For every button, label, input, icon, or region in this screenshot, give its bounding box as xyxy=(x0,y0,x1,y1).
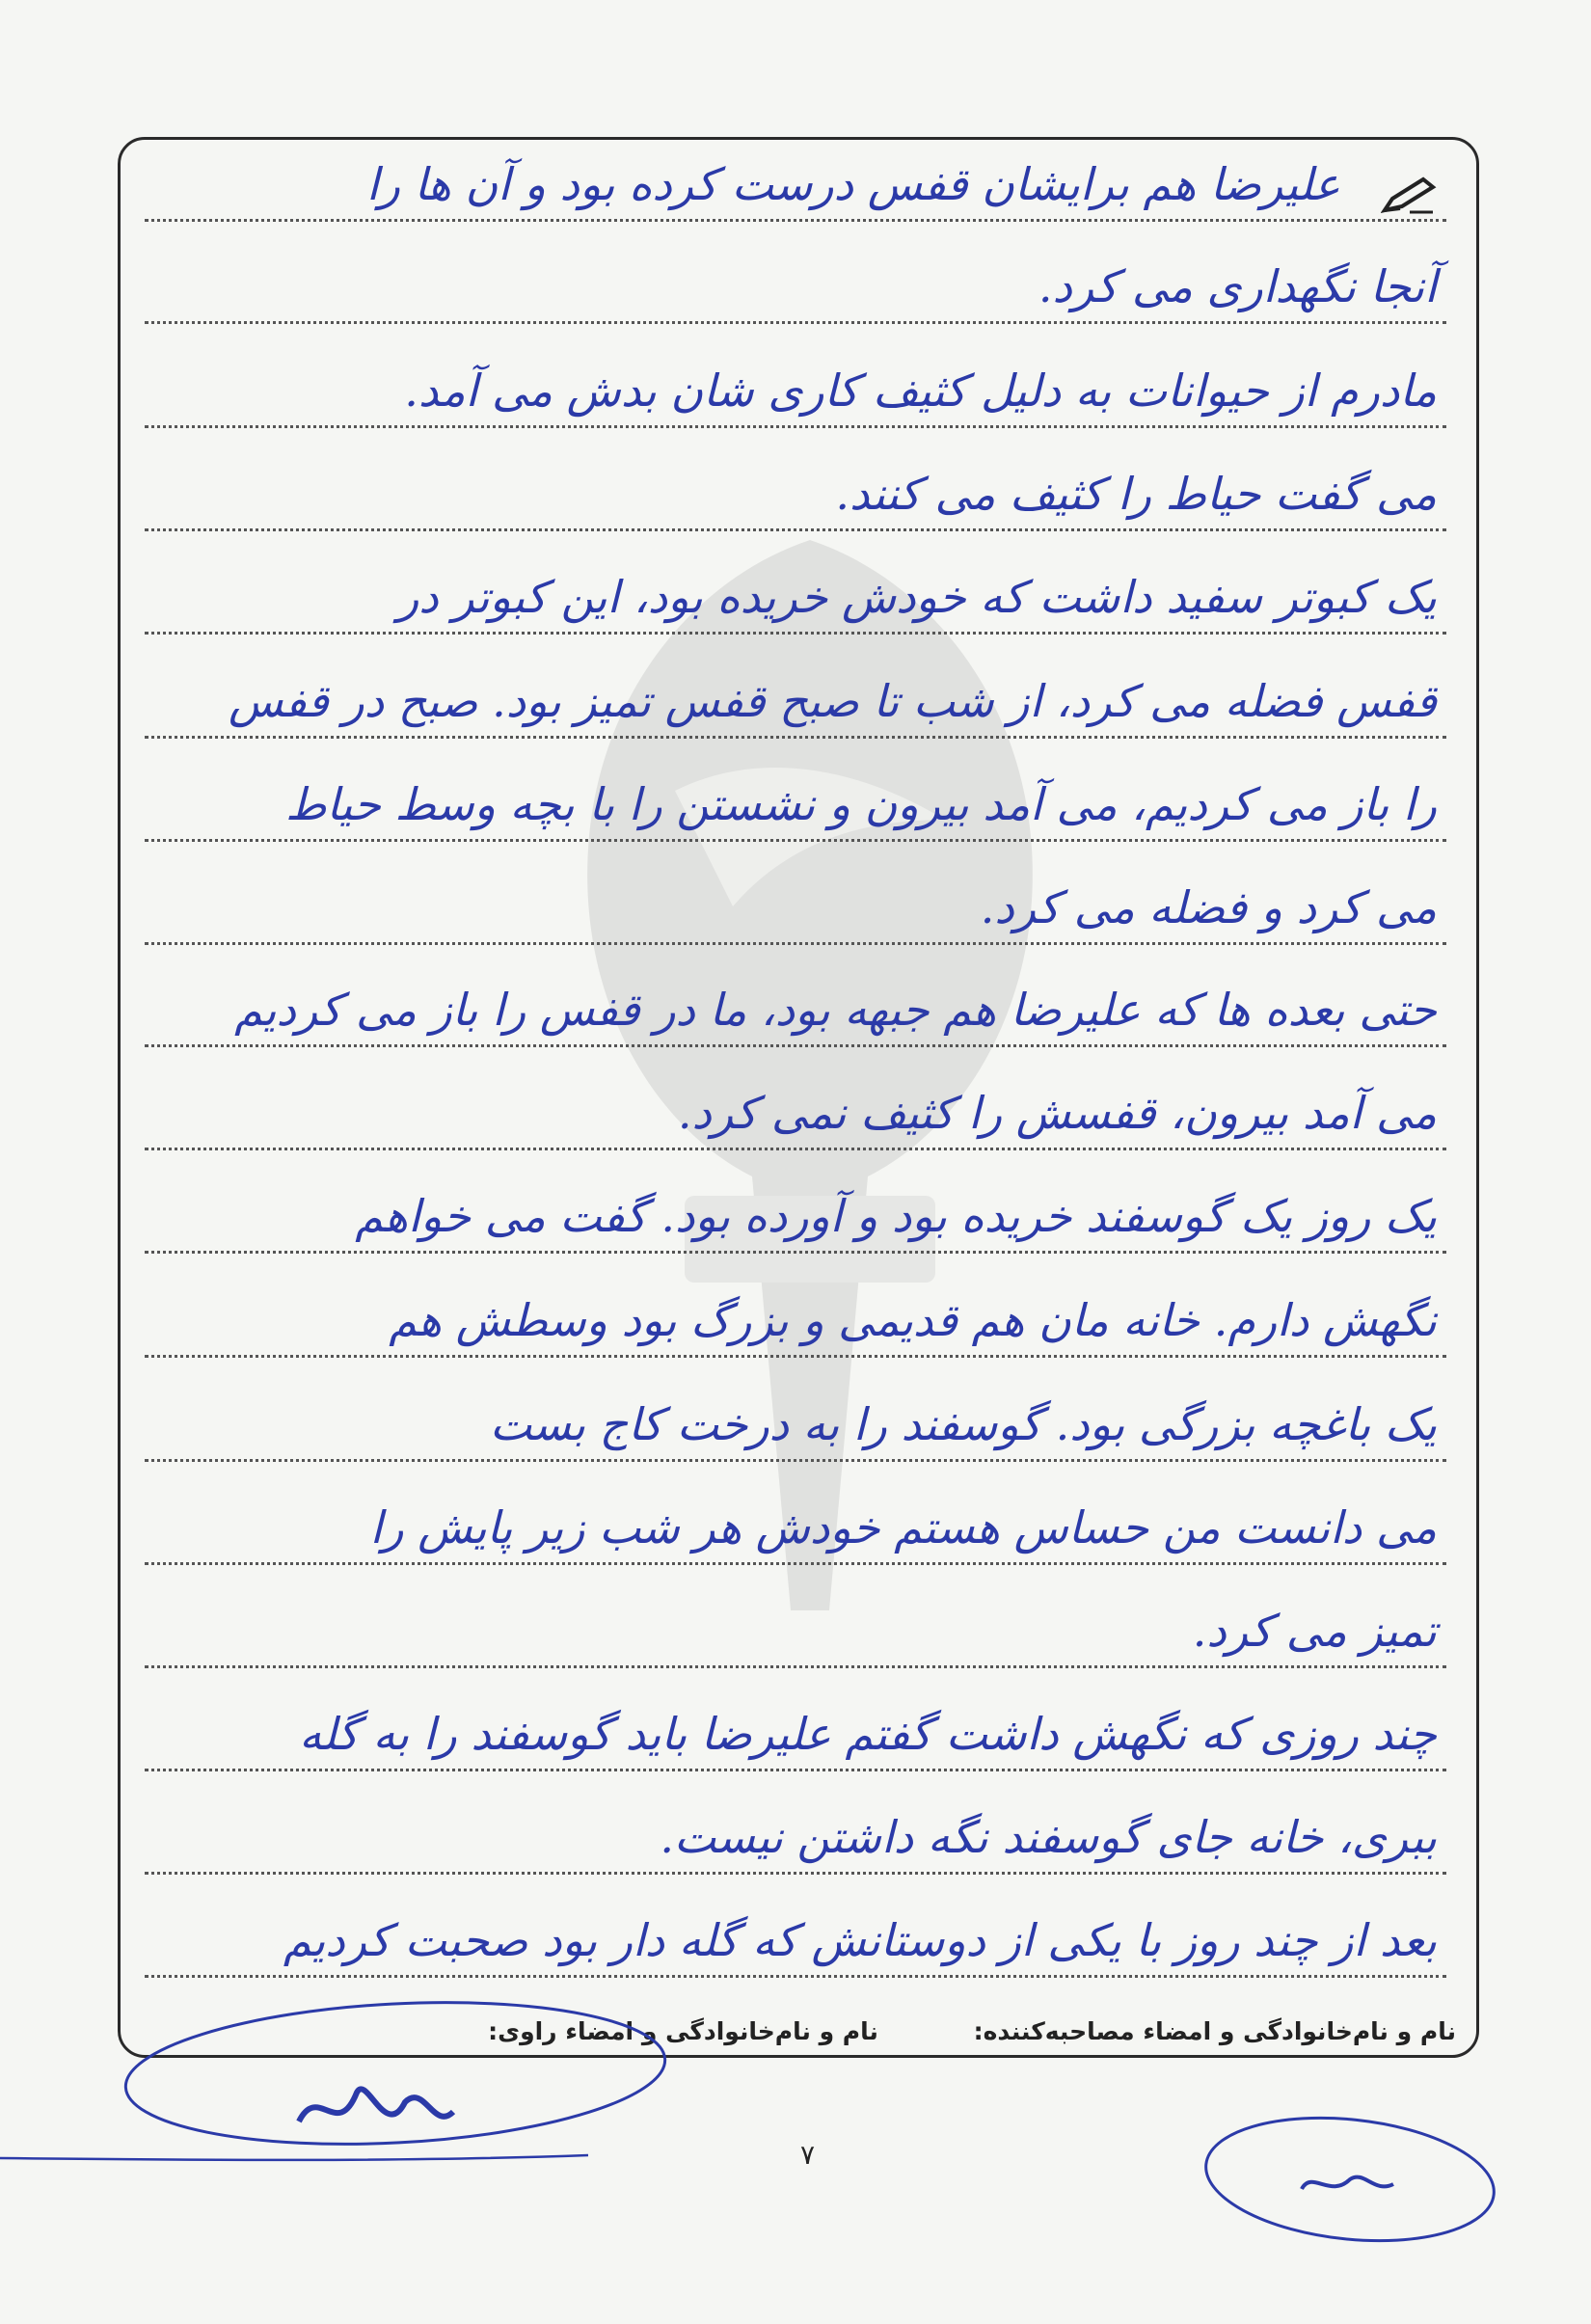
handwritten-line xyxy=(145,336,1446,428)
dotted-rule xyxy=(145,1251,1446,1254)
narrator-signature xyxy=(0,1996,694,2189)
dotted-rule xyxy=(145,1044,1446,1047)
dotted-rule xyxy=(145,736,1446,739)
handwritten-line xyxy=(145,1679,1446,1771)
narrator-signature-label: نام و نام‌خانوادگی و امضاء راوی: xyxy=(488,2017,878,2045)
handwritten-text: یک روز یک گوسفند خریده بود و آورده بود. گفت می خواهم xyxy=(355,1190,1437,1242)
handwritten-line xyxy=(145,439,1446,531)
handwritten-text: تمیز می کرد. xyxy=(1192,1605,1437,1657)
handwritten-text: را باز می کردیم، می آمد بیرون و نشستن را با بچه وسط حیاط xyxy=(285,778,1437,830)
dotted-rule xyxy=(145,632,1446,635)
page-number: ۷ xyxy=(800,2139,816,2171)
handwritten-line xyxy=(145,749,1446,842)
handwritten-text: یک کبوتر سفید داشت که خودش خریده بود، این کبوتر در xyxy=(397,571,1437,623)
handwritten-line xyxy=(145,1473,1446,1565)
handwritten-line xyxy=(145,646,1446,739)
dotted-rule xyxy=(145,528,1446,531)
handwritten-text: علیرضا هم برایشان قفس درست کرده بود و آن ها را xyxy=(366,158,1340,210)
handwritten-text: یک باغچه بزرگی بود. گوسفند را به درخت کاج بست xyxy=(490,1398,1437,1450)
handwritten-line xyxy=(145,1161,1446,1254)
handwritten-text: می کرد و فضله می کرد. xyxy=(980,881,1437,933)
handwritten-text: آنجا نگهداری می کرد. xyxy=(1038,260,1437,312)
interviewer-signature-label: نام و نام‌خانوادگی و امضاء مصاحبه‌کننده: xyxy=(973,2017,1456,2045)
handwritten-text: می گفت حیاط را کثیف می کنند. xyxy=(835,468,1437,520)
handwritten-text: نگهش دارم. خانه مان هم قدیمی و بزرگ بود وسطش هم xyxy=(389,1294,1437,1346)
dotted-rule xyxy=(145,839,1446,842)
handwritten-line xyxy=(145,129,1446,222)
interviewer-signature xyxy=(1157,2102,1514,2256)
handwritten-line xyxy=(145,955,1446,1047)
handwritten-line xyxy=(145,1058,1446,1150)
handwritten-line xyxy=(145,852,1446,945)
handwritten-text: می آمد بیرون، قفسش را کثیف نمی کرد. xyxy=(677,1087,1437,1139)
dotted-rule xyxy=(145,1769,1446,1771)
handwritten-text: حتی بعده ها که علیرضا هم جبهه بود، ما در قفس را باز می کردیم xyxy=(234,984,1437,1036)
dotted-rule xyxy=(145,219,1446,222)
handwritten-line xyxy=(145,1265,1446,1358)
dotted-rule xyxy=(145,942,1446,945)
handwritten-line xyxy=(145,542,1446,635)
dotted-rule xyxy=(145,1665,1446,1668)
handwritten-text: می دانست من حساس هستم خودش هر شب زیر پایش را xyxy=(369,1501,1437,1554)
handwritten-text: چند روزی که نگهش داشت گفتم علیرضا باید گوسفند را به گله xyxy=(299,1708,1437,1760)
handwritten-line xyxy=(145,1782,1446,1875)
handwritten-line xyxy=(145,1369,1446,1462)
dotted-rule xyxy=(145,1459,1446,1462)
dotted-rule xyxy=(145,1355,1446,1358)
dotted-rule xyxy=(145,321,1446,324)
dotted-rule xyxy=(145,1148,1446,1150)
handwritten-line xyxy=(145,1576,1446,1668)
handwritten-line xyxy=(145,1885,1446,1978)
handwritten-text: قفس فضله می کرد، از شب تا صبح قفس تمیز بود. صبح در قفس xyxy=(229,675,1437,727)
dotted-rule xyxy=(145,1975,1446,1978)
handwritten-text: ببری، خانه جای گوسفند نگه داشتن نیست. xyxy=(660,1811,1437,1863)
handwritten-line xyxy=(145,231,1446,324)
handwritten-text: مادرم از حیوانات به دلیل کثیف کاری شان بدش می آمد. xyxy=(404,365,1437,417)
dotted-rule xyxy=(145,1562,1446,1565)
dotted-rule xyxy=(145,1872,1446,1875)
dotted-rule xyxy=(145,425,1446,428)
handwritten-text: بعد از چند روز با یکی از دوستانش که گله دار بود صحبت کردیم xyxy=(283,1914,1437,1966)
